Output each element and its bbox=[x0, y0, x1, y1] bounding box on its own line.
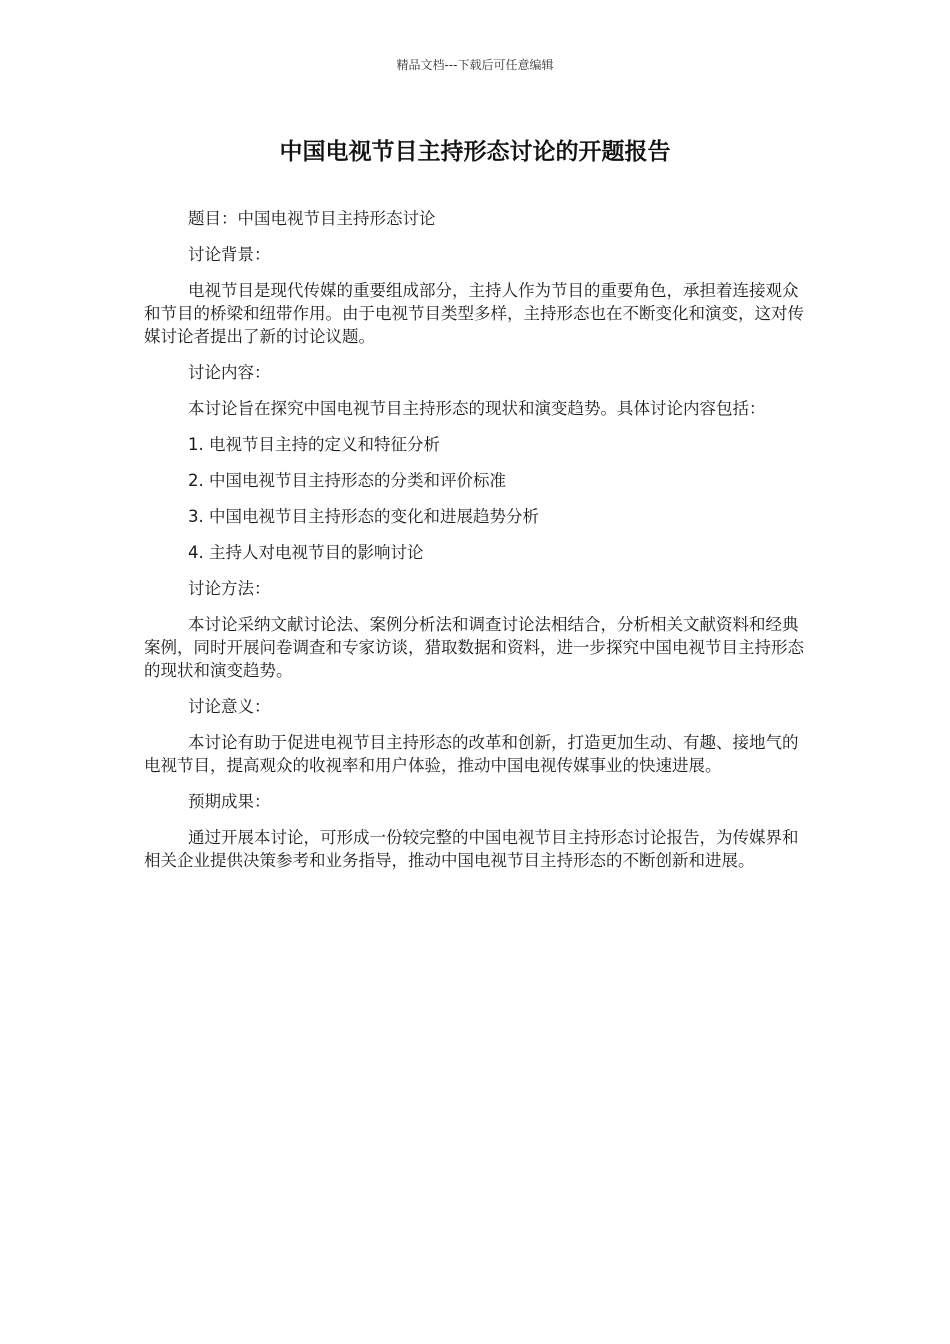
paragraph-method: 本讨论采纳文献讨论法、案例分析法和调查讨论法相结合，分析相关文献资料和经典案例，同时开展问卷调查和专家访谈，猎取数据和资料，进一步探究中国电视节目主持形态的现状和演变趋势。 bbox=[144, 615, 804, 680]
page-header-watermark: 精品文档---下载后可任意编辑 bbox=[396, 58, 554, 72]
heading-significance: 讨论意义： bbox=[188, 697, 271, 716]
heading-method: 讨论方法： bbox=[188, 579, 271, 598]
paragraph-topic: 题目：中国电视节目主持形态讨论 bbox=[188, 209, 436, 228]
heading-expected-results: 预期成果： bbox=[188, 792, 271, 811]
paragraph-significance: 本讨论有助于促进电视节目主持形态的改革和创新，打造更加生动、有趣、接地气的电视节目，提高观众的收视率和用户体验，推动中国电视传媒事业的快速进展。 bbox=[144, 733, 799, 775]
document-title: 中国电视节目主持形态讨论的开题报告 bbox=[279, 139, 671, 165]
document-body bbox=[144, 207, 806, 885]
list-item: 2. 中国电视节目主持形态的分类和评价标准 bbox=[188, 471, 506, 490]
list-item: 1. 电视节目主持的定义和特征分析 bbox=[188, 435, 440, 454]
list-item: 4. 主持人对电视节目的影响讨论 bbox=[188, 543, 424, 562]
heading-background: 讨论背景： bbox=[188, 245, 271, 264]
paragraph-expected-results: 通过开展本讨论，可形成一份较完整的中国电视节目主持形态讨论报告，为传媒界和相关企业提供决策参考和业务指导，推动中国电视节目主持形态的不断创新和进展。 bbox=[144, 828, 799, 870]
list-item: 3. 中国电视节目主持形态的变化和进展趋势分析 bbox=[188, 507, 539, 526]
paragraph-content-intro: 本讨论旨在探究中国电视节目主持形态的现状和演变趋势。具体讨论内容包括： bbox=[188, 399, 766, 418]
heading-content: 讨论内容： bbox=[188, 363, 271, 382]
paragraph-background: 电视节目是现代传媒的重要组成部分，主持人作为节目的重要角色，承担着连接观众和节目的桥梁和纽带作用。由于电视节目类型多样，主持形态也在不断变化和演变，这对传媒讨论者提出了新的讨论议题。 bbox=[144, 281, 804, 346]
